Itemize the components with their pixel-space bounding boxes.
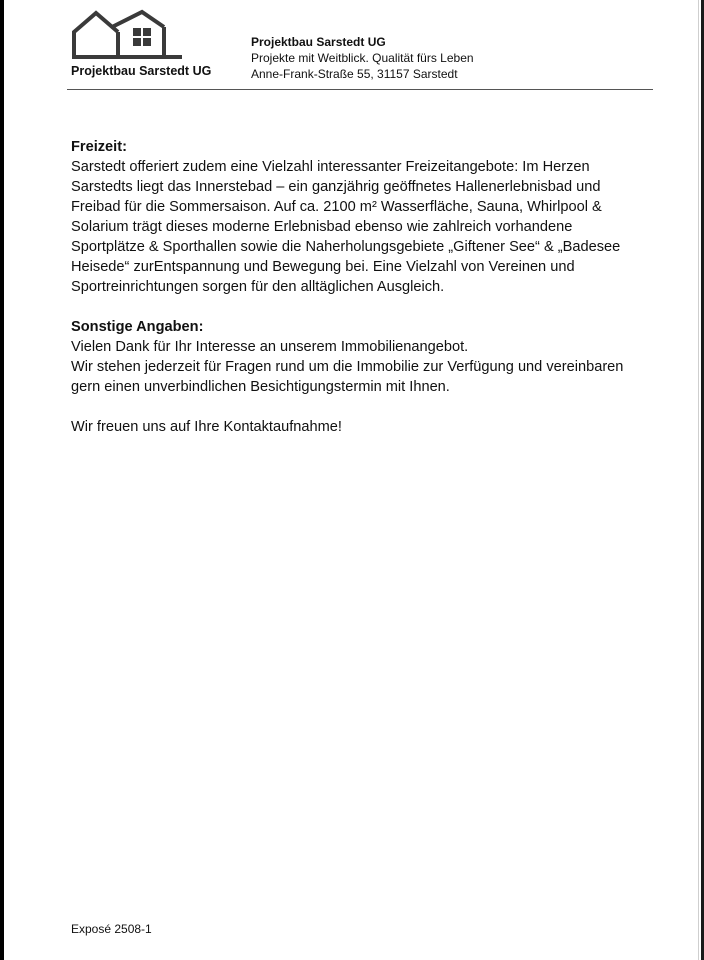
section-heading-freizeit: Freizeit: bbox=[71, 139, 127, 155]
section-text-sonstige-1: Vielen Dank für Ihr Interesse an unserem Immobilienangebot. bbox=[71, 339, 469, 355]
logo-company-name: Projektbau Sarstedt UG bbox=[71, 64, 212, 78]
closing-text: Wir freuen uns auf Ihre Kontaktaufnahme! bbox=[71, 419, 342, 435]
header-divider bbox=[67, 89, 653, 90]
footer-expose-number: Exposé 2508-1 bbox=[71, 922, 152, 936]
page-left-border bbox=[0, 0, 4, 960]
section-text-sonstige-2: Wir stehen jederzeit für Fragen rund um die Immobilie zur Verfügung und vereinbaren gern einen unverbindlichen Besichtigungstermin mit Ihnen. bbox=[71, 359, 624, 395]
section-text-freizeit: Sarstedt offeriert zudem eine Vielzahl interessanter Freizeitangebote: Im Herzen Sarstedts liegt das Innerstebad – ein ganzjährig geöffnetes Hallenerlebnisbad und Freibad für die Sommersaison. Auf ca. 2100 m² Wasserfläche, Sauna, Whirlpool & Solarium trägt dieses moderne Erlebnisbad ebenso wie zahlreich vorhandene Sportplätze & Sporthallen sowie die Naherholungsgebiete „Giftener See“ & „Badesee Heisede“ zurEntspannung und Bewegung bei. Eine Vielzahl von Vereinen und Sportreinrichtungen sorgen für den alltäglichen Ausgleich. bbox=[71, 159, 621, 295]
section-heading-sonstige: Sonstige Angaben: bbox=[71, 319, 204, 335]
document-body bbox=[71, 137, 641, 437]
company-name: Projektbau Sarstedt UG bbox=[251, 35, 386, 49]
company-address: Anne-Frank-Straße 55, 31157 Sarstedt bbox=[251, 67, 458, 81]
house-logo-icon bbox=[70, 8, 186, 60]
company-slogan: Projekte mit Weitblick. Qualität fürs Leben bbox=[251, 51, 474, 65]
company-info bbox=[251, 34, 474, 82]
page-right-shadow bbox=[698, 0, 699, 960]
